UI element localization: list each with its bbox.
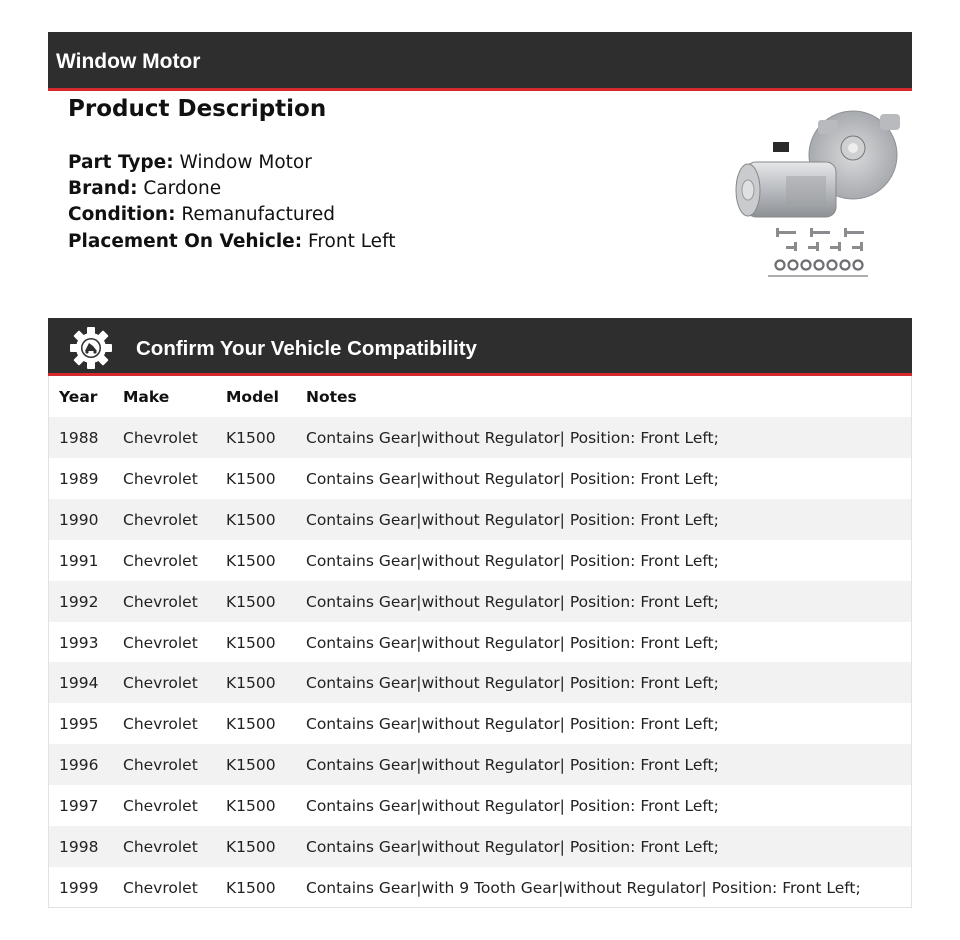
column-header-notes: Notes (306, 388, 357, 406)
spec-value: Window Motor (179, 152, 312, 173)
cell-model: K1500 (226, 715, 276, 734)
cell-year: 1997 (59, 797, 99, 816)
cell-year: 1991 (59, 551, 99, 570)
cell-notes: Contains Gear|without Regulator| Position: Front Left; (306, 838, 719, 856)
cell-notes: Contains Gear|without Regulator| Position: Front Left; (306, 551, 719, 570)
cell-model: K1500 (226, 878, 276, 897)
cell-make: Chevrolet (123, 633, 198, 652)
table-row (49, 662, 911, 703)
spec-condition (68, 202, 335, 228)
cell-model: K1500 (226, 429, 276, 447)
cell-make: Chevrolet (123, 674, 198, 693)
column-header-model: Model (226, 388, 279, 406)
column-header-year: Year (59, 388, 98, 406)
cell-year: 1988 (59, 429, 99, 447)
spec-value: Remanufactured (181, 204, 335, 225)
cell-notes: Contains Gear|without Regulator| Position: Front Left; (306, 674, 719, 693)
spec-label: Condition: (68, 204, 176, 225)
cell-make: Chevrolet (123, 878, 198, 897)
spec-label: Brand: (68, 178, 138, 199)
cell-notes: Contains Gear|without Regulator| Position: Front Left; (306, 633, 719, 652)
cell-year: 1989 (59, 469, 99, 488)
compatibility-header-bar (48, 318, 912, 376)
spec-brand (68, 176, 221, 202)
cell-make: Chevrolet (123, 429, 198, 447)
product-image (728, 100, 908, 282)
cell-make: Chevrolet (123, 510, 198, 529)
cell-model: K1500 (226, 797, 276, 816)
cell-make: Chevrolet (123, 838, 198, 856)
table-header-row (49, 376, 911, 417)
spec-value: Front Left (308, 231, 396, 252)
cell-notes: Contains Gear|without Regulator| Position: Front Left; (306, 510, 719, 529)
cell-year: 1996 (59, 756, 99, 775)
cell-year: 1993 (59, 633, 99, 652)
table-row (49, 744, 911, 785)
gear-car-icon (69, 326, 113, 370)
cell-notes: Contains Gear|without Regulator| Position: Front Left; (306, 592, 719, 611)
cell-model: K1500 (226, 592, 276, 611)
cell-year: 1992 (59, 592, 99, 611)
table-row (49, 581, 911, 622)
column-header-make: Make (123, 388, 170, 406)
spec-label: Placement On Vehicle: (68, 231, 303, 252)
cell-notes: Contains Gear|without Regulator| Position: Front Left; (306, 797, 719, 816)
table-row (49, 826, 911, 867)
table-row (49, 540, 911, 581)
spec-placement (68, 229, 396, 255)
cell-year: 1999 (59, 878, 99, 897)
cell-notes: Contains Gear|without Regulator| Position: Front Left; (306, 429, 719, 447)
cell-year: 1994 (59, 674, 99, 693)
cell-model: K1500 (226, 551, 276, 570)
cell-model: K1500 (226, 756, 276, 775)
table-row (49, 867, 911, 908)
cell-make: Chevrolet (123, 592, 198, 611)
table-row (49, 499, 911, 540)
compatibility-title: Confirm Your Vehicle Compatibility (136, 337, 477, 360)
table-row (49, 785, 911, 826)
cell-make: Chevrolet (123, 715, 198, 734)
table-row (49, 703, 911, 744)
section-title-description: Product Description (68, 96, 327, 122)
cell-notes: Contains Gear|without Regulator| Position: Front Left; (306, 469, 719, 488)
cell-model: K1500 (226, 510, 276, 529)
compatibility-table (48, 376, 912, 908)
cell-make: Chevrolet (123, 756, 198, 775)
table-row (49, 417, 911, 458)
cell-model: K1500 (226, 469, 276, 488)
cell-year: 1995 (59, 715, 99, 734)
cell-notes: Contains Gear|with 9 Tooth Gear|without Regulator| Position: Front Left; (306, 878, 861, 897)
cell-model: K1500 (226, 674, 276, 693)
cell-model: K1500 (226, 633, 276, 652)
cell-make: Chevrolet (123, 551, 198, 570)
cell-notes: Contains Gear|without Regulator| Position: Front Left; (306, 756, 719, 775)
cell-year: 1998 (59, 838, 99, 856)
table-row (49, 622, 911, 663)
cell-year: 1990 (59, 510, 99, 529)
product-title: Window Motor (56, 50, 201, 73)
cell-make: Chevrolet (123, 797, 198, 816)
table-row (49, 458, 911, 499)
cell-make: Chevrolet (123, 469, 198, 488)
product-header-bar (48, 32, 912, 91)
spec-label: Part Type: (68, 152, 174, 173)
cell-notes: Contains Gear|without Regulator| Position: Front Left; (306, 715, 719, 734)
cell-model: K1500 (226, 838, 276, 856)
spec-part-type (68, 150, 312, 176)
spec-value: Cardone (143, 178, 222, 199)
